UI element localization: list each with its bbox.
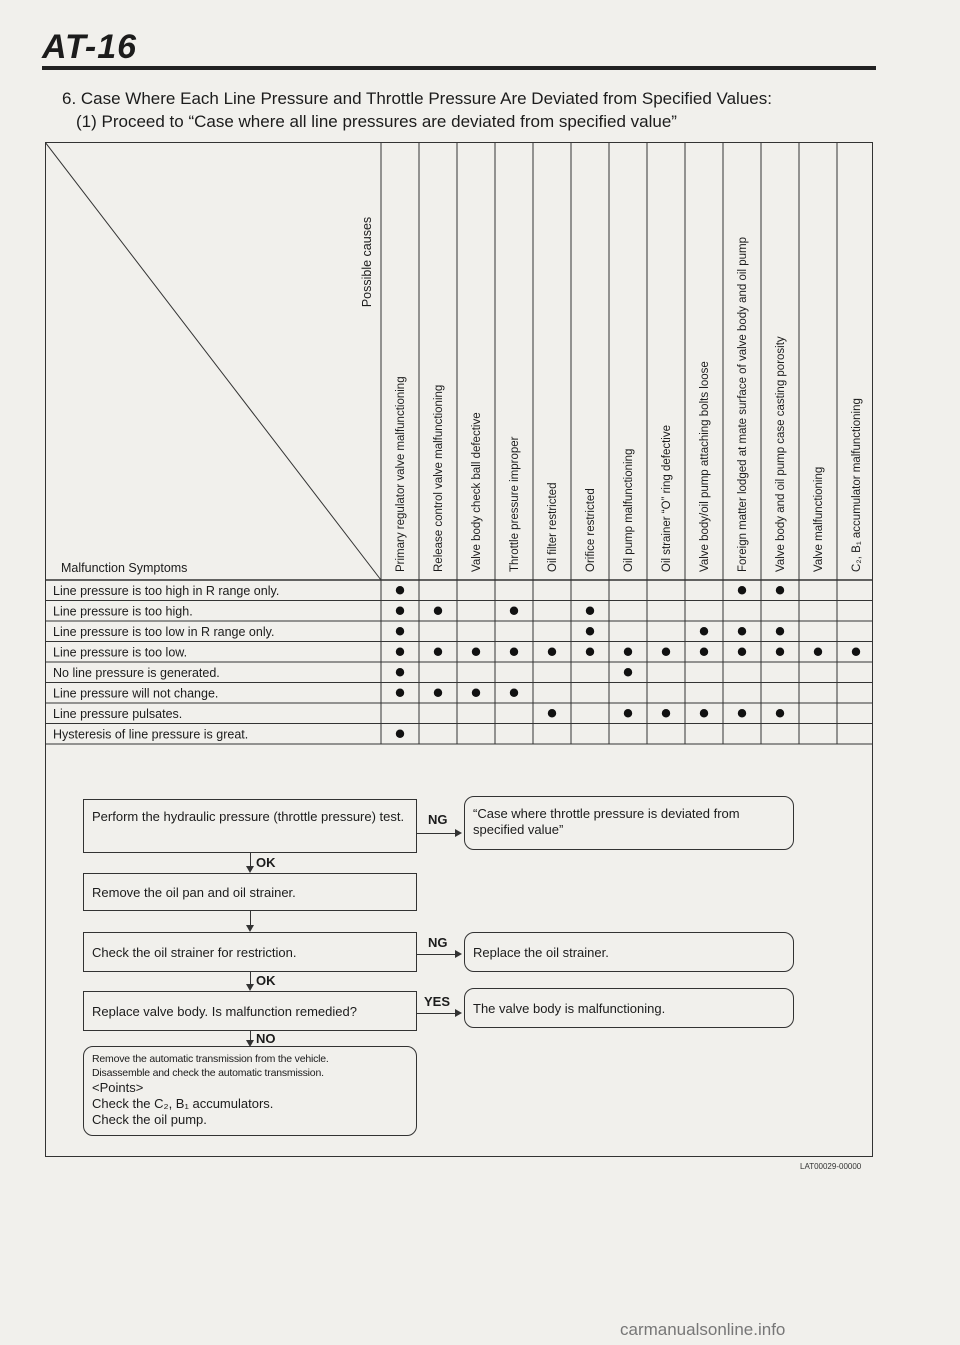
final-line-disassemble: Disassemble and check the automatic transmission. [92,1067,324,1079]
cause-header: Oil strainer “O” ring defective [661,425,673,572]
cause-mark-dot [396,586,404,594]
cause-header: Foreign matter lodged at mate surface of valve body and oil pump [737,237,749,572]
corner-label-symptoms: Malfunction Symptoms [61,561,188,575]
cause-mark-dot [700,648,708,656]
cause-header: Valve body and oil pump case casting porosity [775,336,787,572]
cause-header: Oil pump malfunctioning [623,448,635,572]
cause-mark-dot [738,627,746,635]
cause-mark-dot [548,709,556,717]
cause-mark-dot [624,668,632,676]
flow-step-hydraulic-test-text: Perform the hydraulic pressure (throttle pressure) test. [92,809,405,824]
arrowhead-ng-2 [455,950,462,958]
flow-step-replace-valve-body-text: Replace valve body. Is malfunction remedied? [92,1004,357,1019]
label-ng-2: NG [428,935,448,950]
cause-mark-dot [434,607,442,615]
flow-step-replace-valve-body [83,991,417,1031]
figure-reference-code: LAT00029-00000 [800,1162,862,1171]
cause-mark-dot [510,607,518,615]
symptom-row-label: Line pressure is too low in R range only. [53,625,275,639]
cause-mark-dot [852,648,860,656]
cause-mark-dot [510,648,518,656]
cause-header: Throttle pressure improper [509,436,521,572]
flow-result-valve-body-text: The valve body is malfunctioning. [473,1001,666,1016]
label-ng-1: NG [428,812,448,827]
symptom-row-label: No line pressure is generated. [53,666,220,680]
cause-mark-dot [624,709,632,717]
corner-label-causes: Possible causes [360,216,374,308]
arrow-ok-1 [250,853,251,867]
cause-header: Valve malfunctioning [813,466,825,572]
symptom-row-label: Hysteresis of line pressure is great. [53,727,249,742]
arrowhead-2 [246,925,254,932]
cause-mark-dot [396,730,404,738]
page-code: AT-16 [42,28,138,66]
symptom-cause-matrix [45,142,873,774]
corner-diagonal [45,142,381,580]
cause-header: Release control valve malfunctioning [433,384,445,572]
cause-mark-dot [776,648,784,656]
cause-mark-dot [662,648,670,656]
watermark: carmanualsonline.info [620,1320,786,1339]
symptom-row-label: Line pressure is too high in R range only. [53,584,280,598]
cause-mark-dot [662,709,670,717]
arrowhead-ng-1 [455,829,462,837]
symptom-row-label: Line pressure pulsates. [53,707,183,721]
cause-mark-dot [738,586,746,594]
flow-result-replace-strainer [464,932,794,972]
flow-result-valve-body [464,988,794,1028]
flow-step-hydraulic-test [83,799,417,853]
cause-mark-dot [776,627,784,635]
cause-mark-dot [624,648,632,656]
arrow-yes [417,1013,455,1014]
section-heading: 6. Case Where Each Line Pressure and Throttle Pressure Are Deviated from Specified Values: [62,89,772,108]
section-subheading: (1) Proceed to “Case where all line pressures are deviated from specified value” [76,112,677,131]
cause-mark-dot [396,668,404,676]
label-ok-1: OK [256,855,276,870]
cause-header: Valve body/oil pump attaching bolts loose [699,361,711,572]
cause-header: Primary regulator valve malfunctioning [395,376,407,572]
arrow-ng-1 [417,833,455,834]
flow-step-remove-pan-text: Remove the oil pan and oil strainer. [92,885,296,900]
flow-final-disassemble [83,1046,417,1136]
flow-step-check-strainer [83,932,417,972]
arrowhead-ok-1 [246,866,254,873]
flow-step-check-strainer-text: Check the oil strainer for restriction. [92,945,297,960]
cause-mark-dot [434,689,442,697]
arrowhead-ok-2 [246,984,254,991]
cause-mark-dot [738,648,746,656]
arrowhead-yes [455,1009,462,1017]
header-rule [42,66,876,70]
flow-result-throttle-case-text: “Case where throttle pressure is deviated from specified value” [473,806,740,837]
symptom-row-label: Line pressure is too high. [53,604,193,619]
cause-mark-dot [396,648,404,656]
cause-mark-dot [586,627,594,635]
symptom-row-label: Line pressure will not change. [53,686,219,701]
cause-mark-dot [396,689,404,697]
cause-mark-dot [738,709,746,717]
symptom-row-label: Line pressure is too low. [53,645,188,660]
final-line-points: <Points> [92,1080,144,1095]
flow-result-replace-strainer-text: Replace the oil strainer. [473,945,609,960]
cause-header: Oil filter restricted [547,482,559,572]
label-no: NO [256,1031,276,1046]
cause-mark-dot [700,709,708,717]
cause-mark-dot [472,689,480,697]
final-line-remove: Remove the automatic transmission from the vehicle. [92,1053,329,1065]
cause-mark-dot [434,648,442,656]
cause-mark-dot [700,627,708,635]
flow-step-remove-pan [83,873,417,911]
cause-mark-dot [586,607,594,615]
arrow-ng-2 [417,954,455,955]
label-yes: YES [424,994,451,1009]
flow-result-throttle-case [464,796,794,850]
cause-header: Valve body check ball defective [471,412,483,572]
cause-mark-dot [510,689,518,697]
cause-mark-dot [396,607,404,615]
cause-mark-dot [472,648,480,656]
final-line-accumulators: Check the C₂, B₁ accumulators. [92,1096,274,1111]
cause-mark-dot [776,709,784,717]
label-ok-2: OK [256,973,276,988]
cause-mark-dot [396,627,404,635]
cause-mark-dot [586,648,594,656]
cause-header: Orifice restricted [585,488,597,572]
final-line-oil-pump: Check the oil pump. [92,1112,207,1127]
cause-mark-dot [776,586,784,594]
cause-header: C₂, B₁ accumulator malfunctioning [851,398,863,572]
cause-mark-dot [548,648,556,656]
cause-mark-dot [814,648,822,656]
